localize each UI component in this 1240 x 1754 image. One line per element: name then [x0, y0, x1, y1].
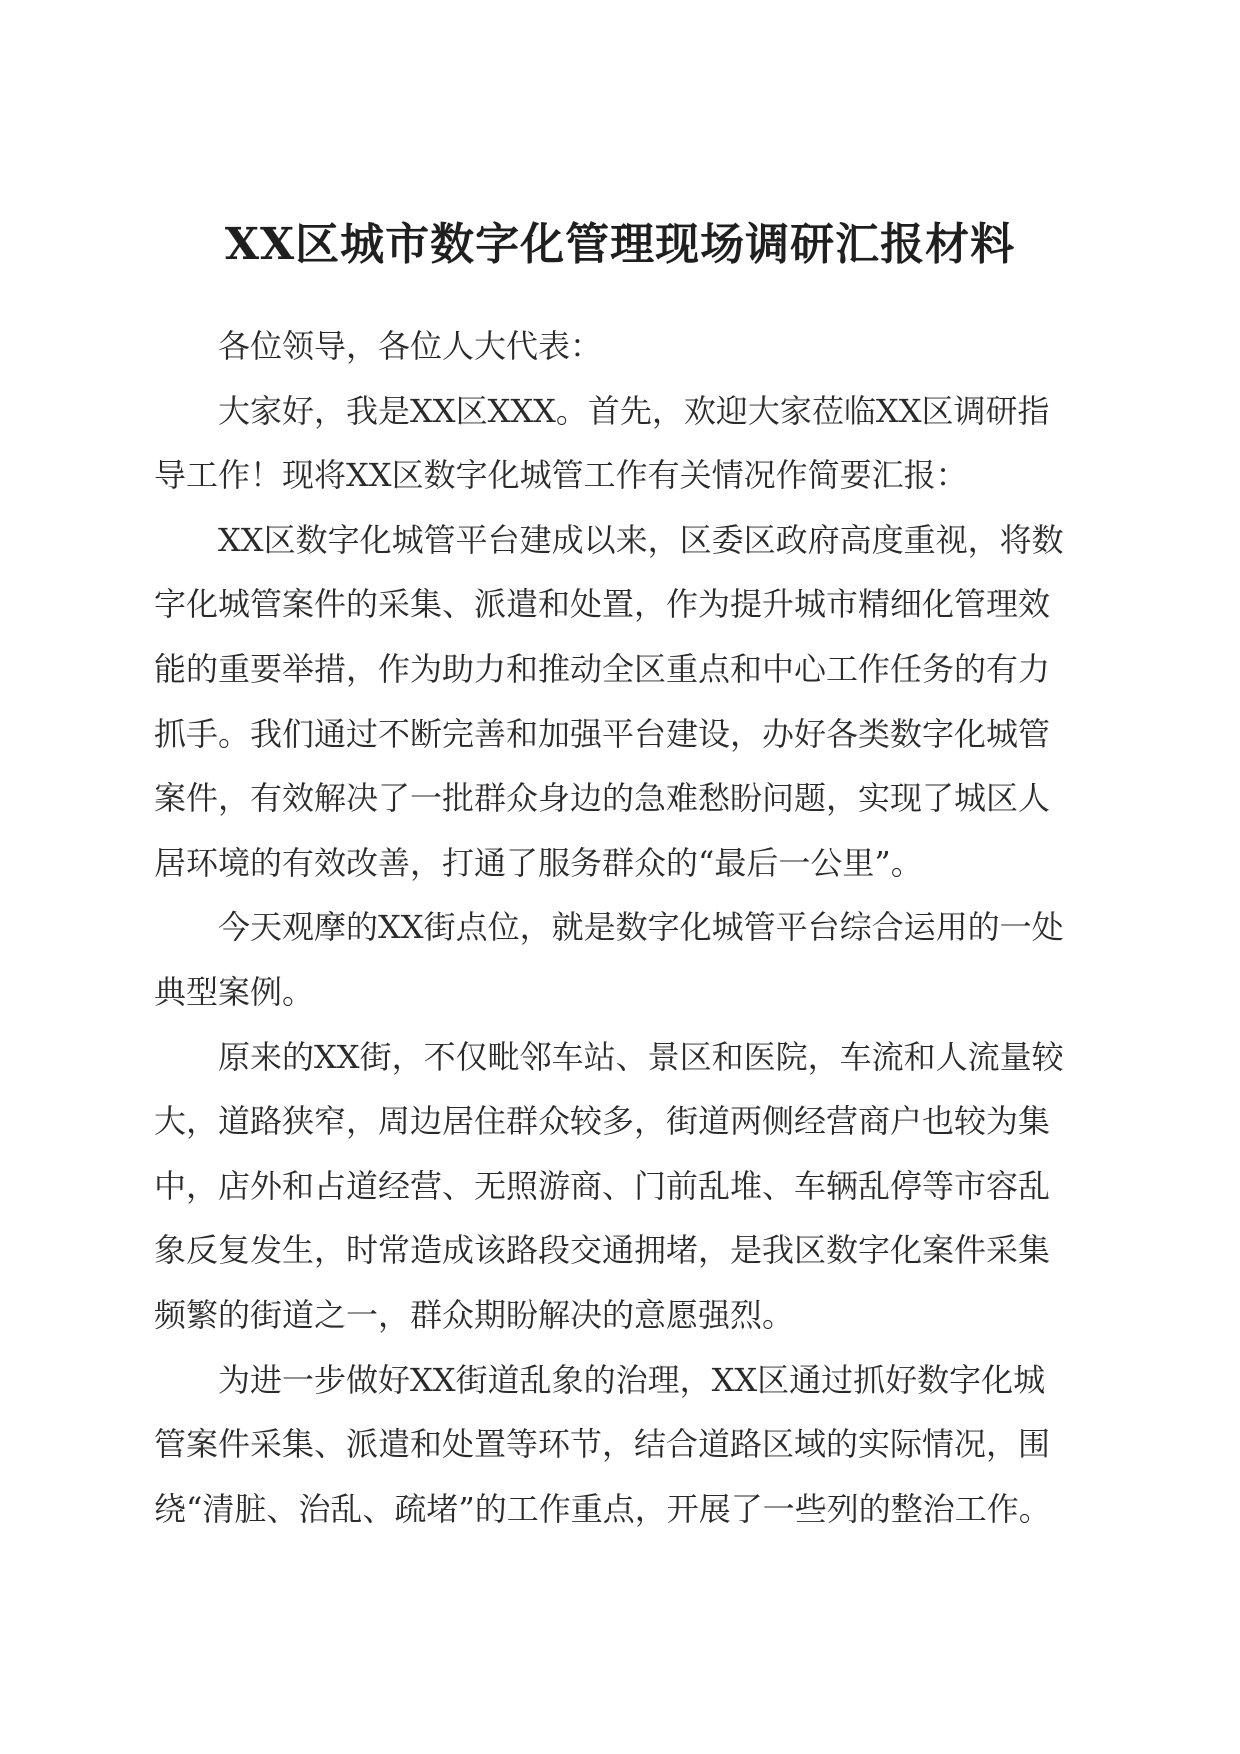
- paragraph-site-intro: 今天观摩的XX街点位，就是数字化城管平台综合运用的一处典型案例。: [154, 908, 1064, 1011]
- paragraph-platform-overview: XX区数字化城管平台建成以来，区委区政府高度重视，将数字化城管案件的采集、派遣和处置，作为提升城市精细化管理效能的重要举措，作为助力和推动全区重点和中心工作任务的有力抓手。我们通过不断完善和加强平台建设，办好各类数字化城管案件，有效解决了一批群众身边的急难愁盼问题，实现了城区人居环境的有效改善，打通了服务群众的“最后一公里”。: [154, 520, 1064, 882]
- document-title: XX区城市数字化管理现场调研汇报材料: [224, 219, 1016, 270]
- salutation: 各位领导，各位人大代表：: [218, 327, 603, 365]
- paragraph-street-background: 原来的XX街，不仅毗邻车站、景区和医院，车流和人流量较大，道路狭窄，周边居住群众较多，街道两侧经营商户也较为集中，店外和占道经营、无照游商、门前乱堆、车辆乱停等市容乱象反复发生，时常造成该路段交通拥堵，是我区数字化案件采集频繁的街道之一，群众期盼解决的意愿强烈。: [154, 1037, 1064, 1334]
- paragraph-governance: 为进一步做好XX街道乱象的治理，XX区通过抓好数字化城管案件采集、派遣和处置等环节，结合道路区域的实际情况，围绕“清脏、治乱、疏堵”的工作重点，开展了一些列的整治工作。: [154, 1360, 1051, 1528]
- paragraph-greeting: 大家好，我是XX区XXX。首先，欢迎大家莅临XX区调研指导工作！现将XX区数字化城管工作有关情况作简要汇报：: [154, 391, 1050, 495]
- document-body: [154, 314, 1074, 1541]
